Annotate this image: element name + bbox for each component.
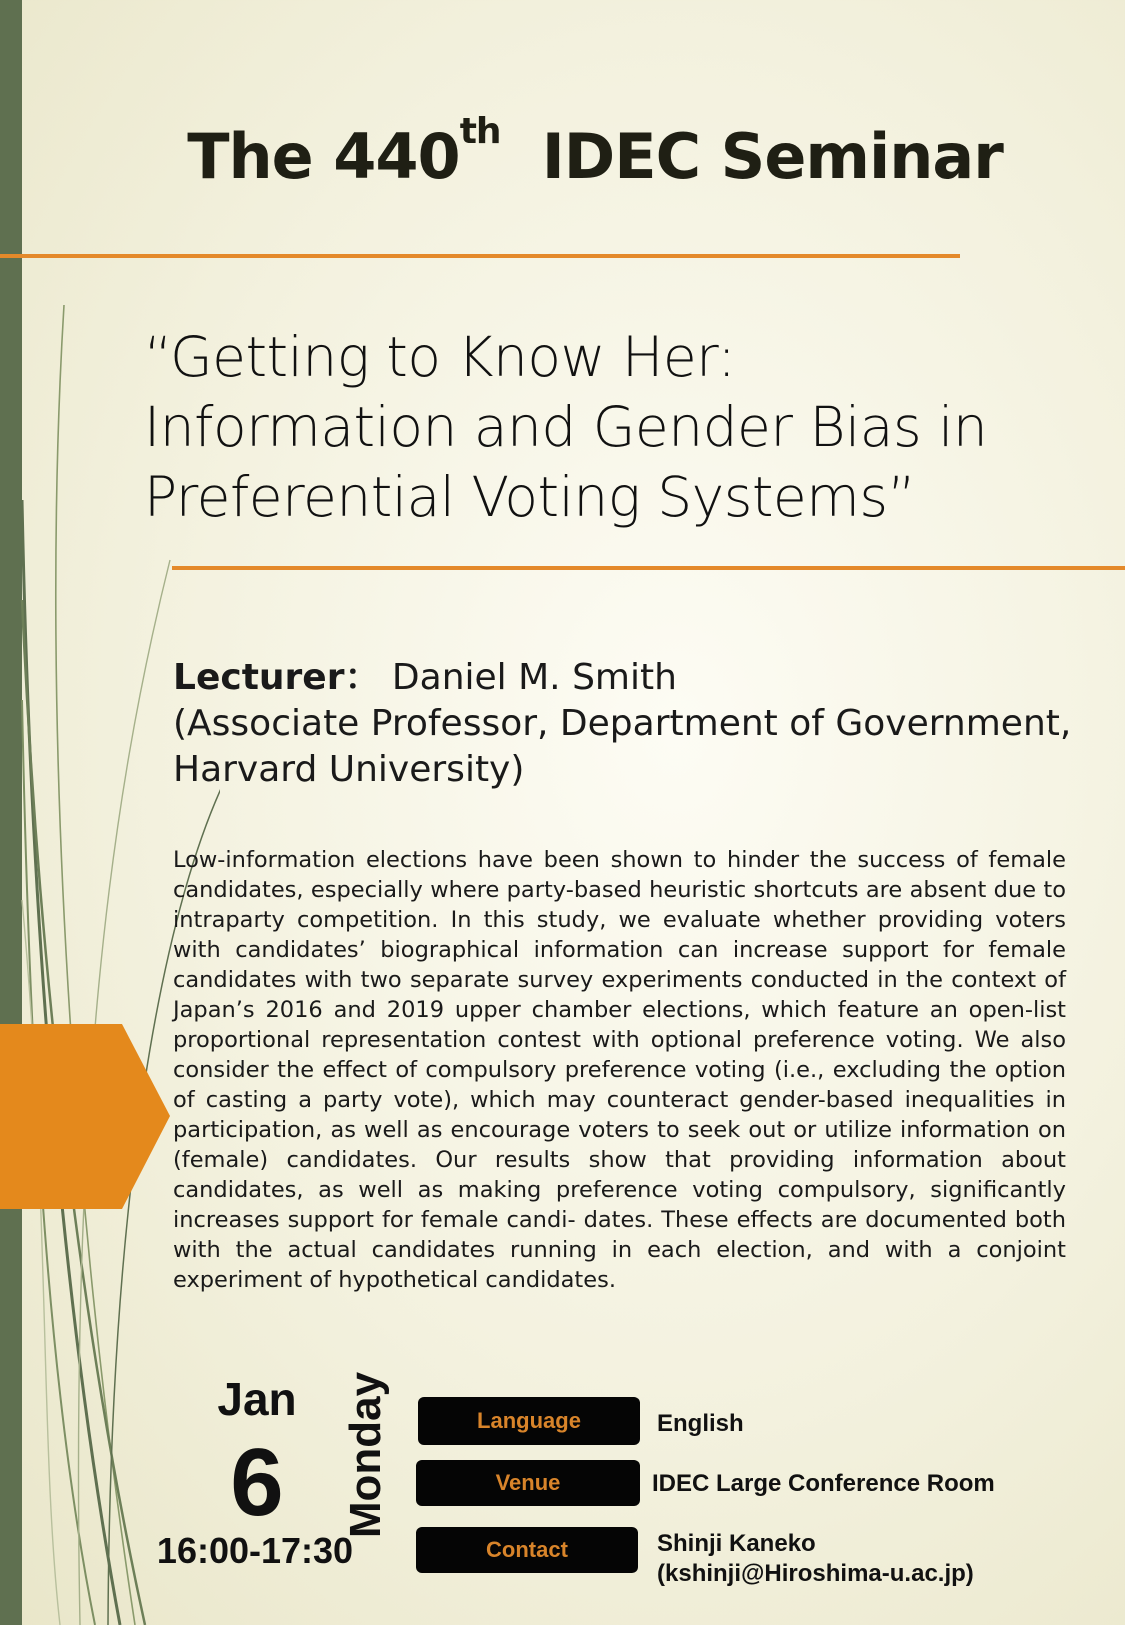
grass-decoration xyxy=(0,0,220,1625)
abstract-text: Low-information elections have been shown to hinder the success of female candidates, especially where party-based heuristic shortcuts are absent due to intraparty competition. In this study, we evaluate whether providing voters with candidates’ biographical information can increase support for female candidates with two separate survey experiments conducted in the context of Japan’s 2016 and 2019 upper chamber elections, which feature an open-list proportional representation contest with optional preference voting. We also consider the effect of compulsory preference voting (i.e., excluding the option of casting a party vote), which may counteract gender-based inequalities in participation, as well as encourage voters to seek out or utilize information on (female) candidates. Our results show that providing information about candidates, as well as making preference voting compulsory, significantly increases support for female candi- dates. These effects are documented both with the actual candidates running in each election, and with a conjoint experiment of hypothetical candidates. xyxy=(173,847,1066,1293)
contact-label-pill: Contact xyxy=(416,1527,638,1573)
talk-title-line: “Getting to Know Her: xyxy=(144,325,736,389)
lecturer-label: Lecturer： xyxy=(173,657,381,698)
lecturer-block xyxy=(173,655,1103,793)
contact-name: Shinji Kaneko xyxy=(657,1530,816,1557)
lecturer-name: Daniel M. Smith xyxy=(391,657,677,698)
orange-arrow-shape xyxy=(0,1024,170,1209)
language-value: English xyxy=(657,1410,744,1437)
date-day: 6 xyxy=(230,1429,284,1536)
talk-title-line: Preferential Voting Systems” xyxy=(144,465,916,529)
lecturer-affiliation: (Associate Professor, Department of Government, xyxy=(173,703,1072,744)
lecturer-affiliation: Harvard University) xyxy=(173,749,525,790)
title-prefix: The 440 xyxy=(187,120,460,193)
date-time: 16:00-17:30 xyxy=(156,1530,354,1571)
contact-value xyxy=(657,1529,974,1589)
venue-label-pill: Venue xyxy=(416,1460,640,1506)
talk-title-line: Information and Gender Bias in xyxy=(144,395,988,459)
date-month: Jan xyxy=(217,1373,297,1425)
lecturer-line xyxy=(173,655,1103,701)
title-superscript: th xyxy=(459,111,501,152)
language-label-pill: Language xyxy=(418,1397,640,1445)
venue-value: IDEC Large Conference Room xyxy=(652,1470,995,1497)
title-suffix: IDEC Seminar xyxy=(541,120,1003,193)
date-weekday: Monday xyxy=(341,1371,390,1539)
orange-divider-middle xyxy=(172,566,1125,570)
talk-title xyxy=(144,322,1104,532)
orange-divider-top xyxy=(0,254,960,258)
seminar-title xyxy=(0,111,1125,193)
contact-email[interactable]: (kshinji@Hiroshima-u.ac.jp) xyxy=(657,1560,974,1587)
